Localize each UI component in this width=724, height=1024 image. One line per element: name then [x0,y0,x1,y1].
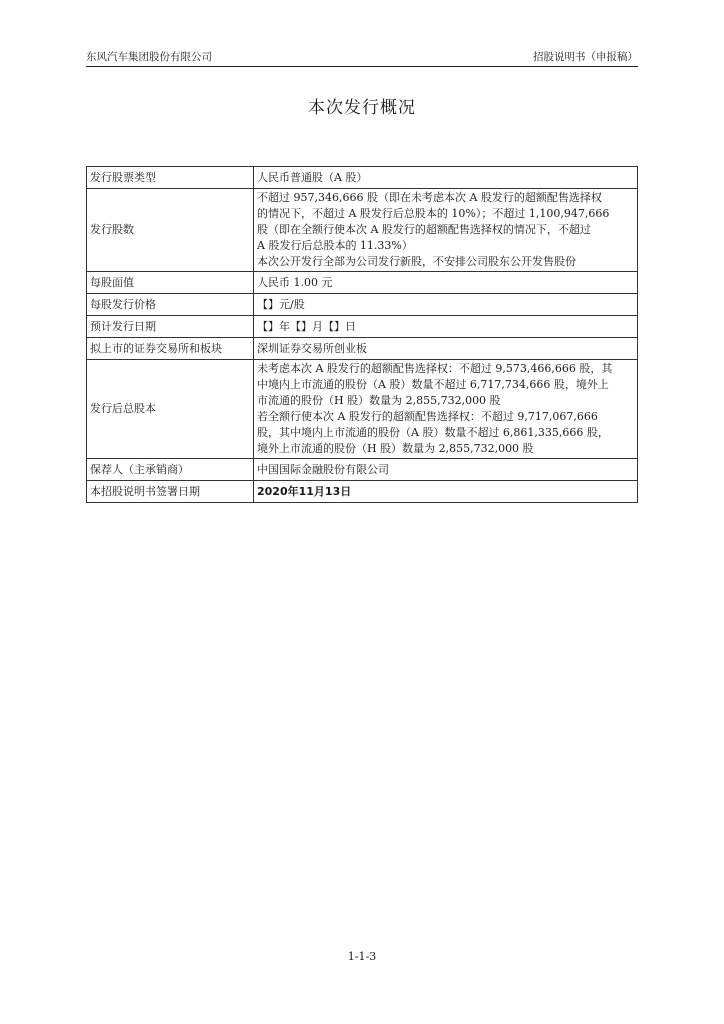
row-label: 每股面值 [87,272,254,294]
table-row [87,481,638,503]
signing-date: 2020年11月13日 [257,484,352,498]
value-line: 本次公开发行全部为公司发行新股，不安排公司股东公开发售股份 [257,255,576,268]
page-title: 本次发行概况 [308,98,416,118]
value-line: 市流通的股份（H 股）数量为 2,855,732,000 股 [257,394,501,407]
row-value [254,338,638,360]
value-line: 不超过 957,346,666 股（即在未考虑本次 A 股发行的超额配售选择权 [257,191,602,204]
row-label: 本招股说明书签署日期 [87,481,254,503]
value-line: 股，其中境内上市流通的股份（A 股）数量不超过 6,861,335,666 股， [257,426,609,439]
table-row [87,360,638,459]
row-value [254,481,638,503]
header-company-name: 东风汽车集团股份有限公司 [86,51,212,63]
value-line: 人民币普通股（A 股） [257,170,368,184]
row-label: 发行股数 [87,189,254,272]
value-line: 若全额行使本次 A 股发行的超额配售选择权：不超过 9,717,067,666 [257,410,598,423]
row-value [254,316,638,338]
row-label: 拟上市的证券交易所和板块 [87,338,254,360]
table-row [87,167,638,189]
row-label: 发行后总股本 [87,360,254,459]
page-header [86,50,638,67]
value-line: 股（即在全额行使本次 A 股发行的超额配售选择权的情况下，不超过 [257,223,591,236]
value-line: 中国国际金融股份有限公司 [257,462,389,476]
value-line: 【】年【】月【】日 [257,319,356,333]
value-line: 深圳证券交易所创业板 [257,341,367,355]
table-row [87,459,638,481]
value-line: 境外上市流通的股份（H 股）数量为 2,855,732,000 股 [257,442,534,455]
value-line: 未考虑本次 A 股发行的超额配售选择权：不超过 9,573,466,666 股，其 [257,362,613,375]
row-value [254,167,638,189]
value-line: 的情况下，不超过 A 股发行后总股本的 10%）；不超过 1,100,947,666 [257,207,610,220]
value-line: 【】元/股 [257,297,305,311]
row-value [254,294,638,316]
header-document-type: 招股说明书（申报稿） [533,51,638,63]
page-number: 1-1-3 [347,950,377,963]
value-line: 人民币 1.00 元 [257,275,333,289]
table-row [87,338,638,360]
row-label: 预计发行日期 [87,316,254,338]
value-line: A 股发行后总股本的 11.33%） [257,239,413,252]
value-line: 中境内上市流通的股份（A 股）数量不超过 6,717,734,666 股，境外上 [257,378,609,391]
table-row [87,272,638,294]
row-value [254,360,638,459]
row-label: 发行股票类型 [87,167,254,189]
table-row [87,294,638,316]
row-label: 保荐人（主承销商） [87,459,254,481]
offering-overview-table [86,166,638,503]
row-value [254,272,638,294]
table-row [87,316,638,338]
row-label: 每股发行价格 [87,294,254,316]
row-value [254,189,638,272]
row-value [254,459,638,481]
table-row [87,189,638,272]
